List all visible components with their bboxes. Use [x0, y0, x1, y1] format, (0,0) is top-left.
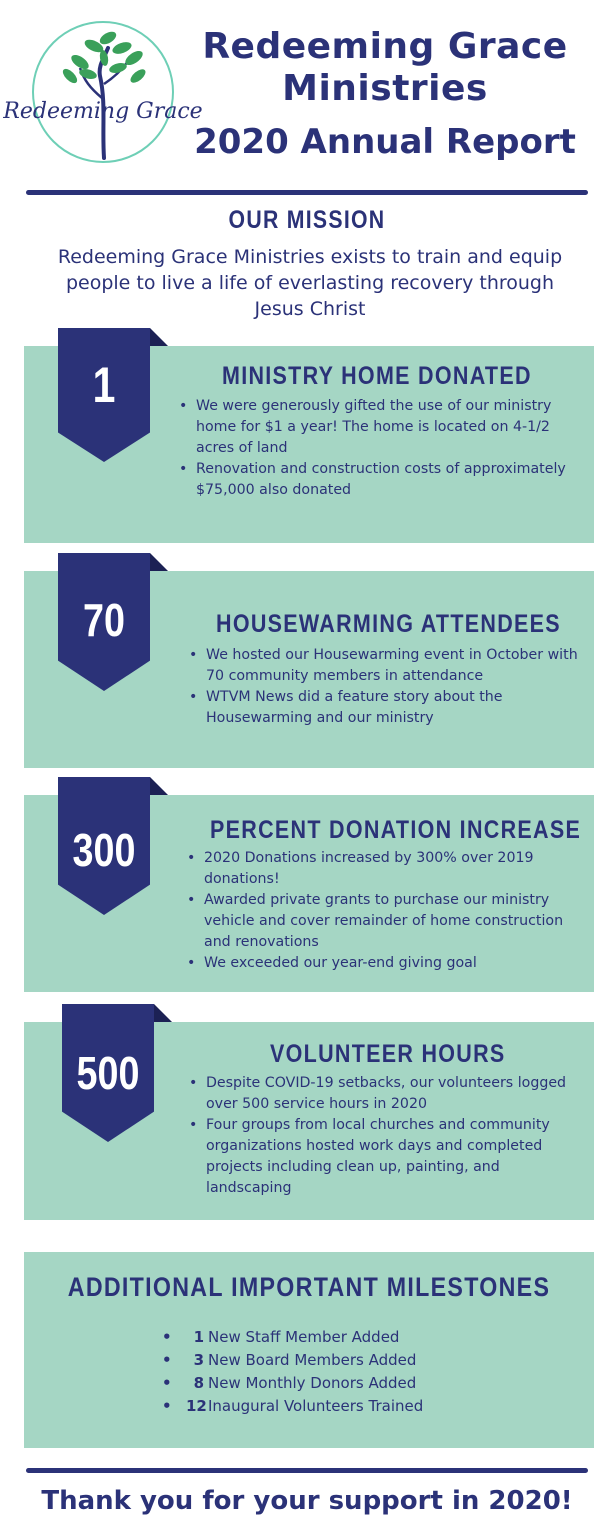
title-line-2: Ministries: [282, 68, 488, 109]
report-title: 2020 Annual Report: [194, 122, 576, 162]
title-line-1: Redeeming Grace: [202, 26, 568, 67]
list-item: • Renovation and construction costs of approximately $75,000 also donated: [176, 459, 576, 501]
mission-heading: OUR MISSION: [228, 206, 386, 234]
section-bullets: [176, 396, 576, 501]
list-item: [160, 1395, 423, 1418]
section-heading: PERCENT DONATION INCREASE: [210, 816, 582, 844]
section-bullets: [184, 848, 578, 974]
list-item: • We hosted our Housewarming event in October with 70 community members in attendance: [186, 645, 578, 687]
ministry-logo: [3, 18, 203, 168]
milestone-count: 1: [193, 1328, 204, 1346]
milestone-text: New Staff Member Added: [208, 1328, 400, 1346]
thank-you-message: Thank you for your support in 2020!: [41, 1486, 573, 1516]
section-heading: HOUSEWARMING ATTENDEES: [216, 610, 561, 638]
stat-number: 1: [92, 357, 116, 413]
milestone-count: 12: [186, 1397, 207, 1415]
section-heading: VOLUNTEER HOURS: [270, 1040, 506, 1068]
milestone-count: 3: [193, 1351, 204, 1369]
list-item: [160, 1372, 423, 1395]
list-item: • WTVM News did a feature story about the Housewarming and our ministry: [186, 687, 578, 729]
milestone-text: New Board Members Added: [208, 1351, 417, 1369]
list-item: • We were generously gifted the use of our ministry home for $1 a year! The home is located on 4-1/2 acres of land: [176, 396, 576, 459]
list-item: • Four groups from local churches and community organizations hosted work days and completed projects including clean up, painting, and landscaping: [186, 1115, 580, 1199]
mission-statement: Redeeming Grace Ministries exists to train and equip people to live a life of everlasting recovery through Jesus Christ: [57, 246, 563, 320]
tree-logo-icon: [3, 18, 203, 168]
logo-text: Redeeming Grace: [3, 99, 203, 124]
milestone-text: New Monthly Donors Added: [208, 1374, 417, 1392]
footer-divider: [26, 1468, 588, 1473]
stat-number: 300: [72, 824, 136, 876]
milestones-list: [160, 1326, 423, 1418]
stat-number: 70: [83, 594, 125, 646]
milestones-heading: ADDITIONAL IMPORTANT MILESTONES: [67, 1272, 551, 1302]
section-bullets: [186, 1073, 580, 1199]
section-heading: MINISTRY HOME DONATED: [222, 362, 532, 390]
stat-number: 500: [76, 1047, 140, 1099]
list-item: • We exceeded our year-end giving goal: [184, 953, 578, 974]
milestone-text: Inaugural Volunteers Trained: [208, 1397, 424, 1415]
list-item: • Despite COVID-19 setbacks, our volunteers logged over 500 service hours in 2020: [186, 1073, 580, 1115]
section-bullets: [186, 645, 578, 729]
list-item: [160, 1349, 423, 1372]
list-item: [160, 1326, 423, 1349]
header-divider: [26, 190, 588, 195]
list-item: • 2020 Donations increased by 300% over 2019 donations!: [184, 848, 578, 890]
list-item: • Awarded private grants to purchase our ministry vehicle and cover remainder of home construction and renovations: [184, 890, 578, 953]
milestone-count: 8: [193, 1374, 204, 1392]
